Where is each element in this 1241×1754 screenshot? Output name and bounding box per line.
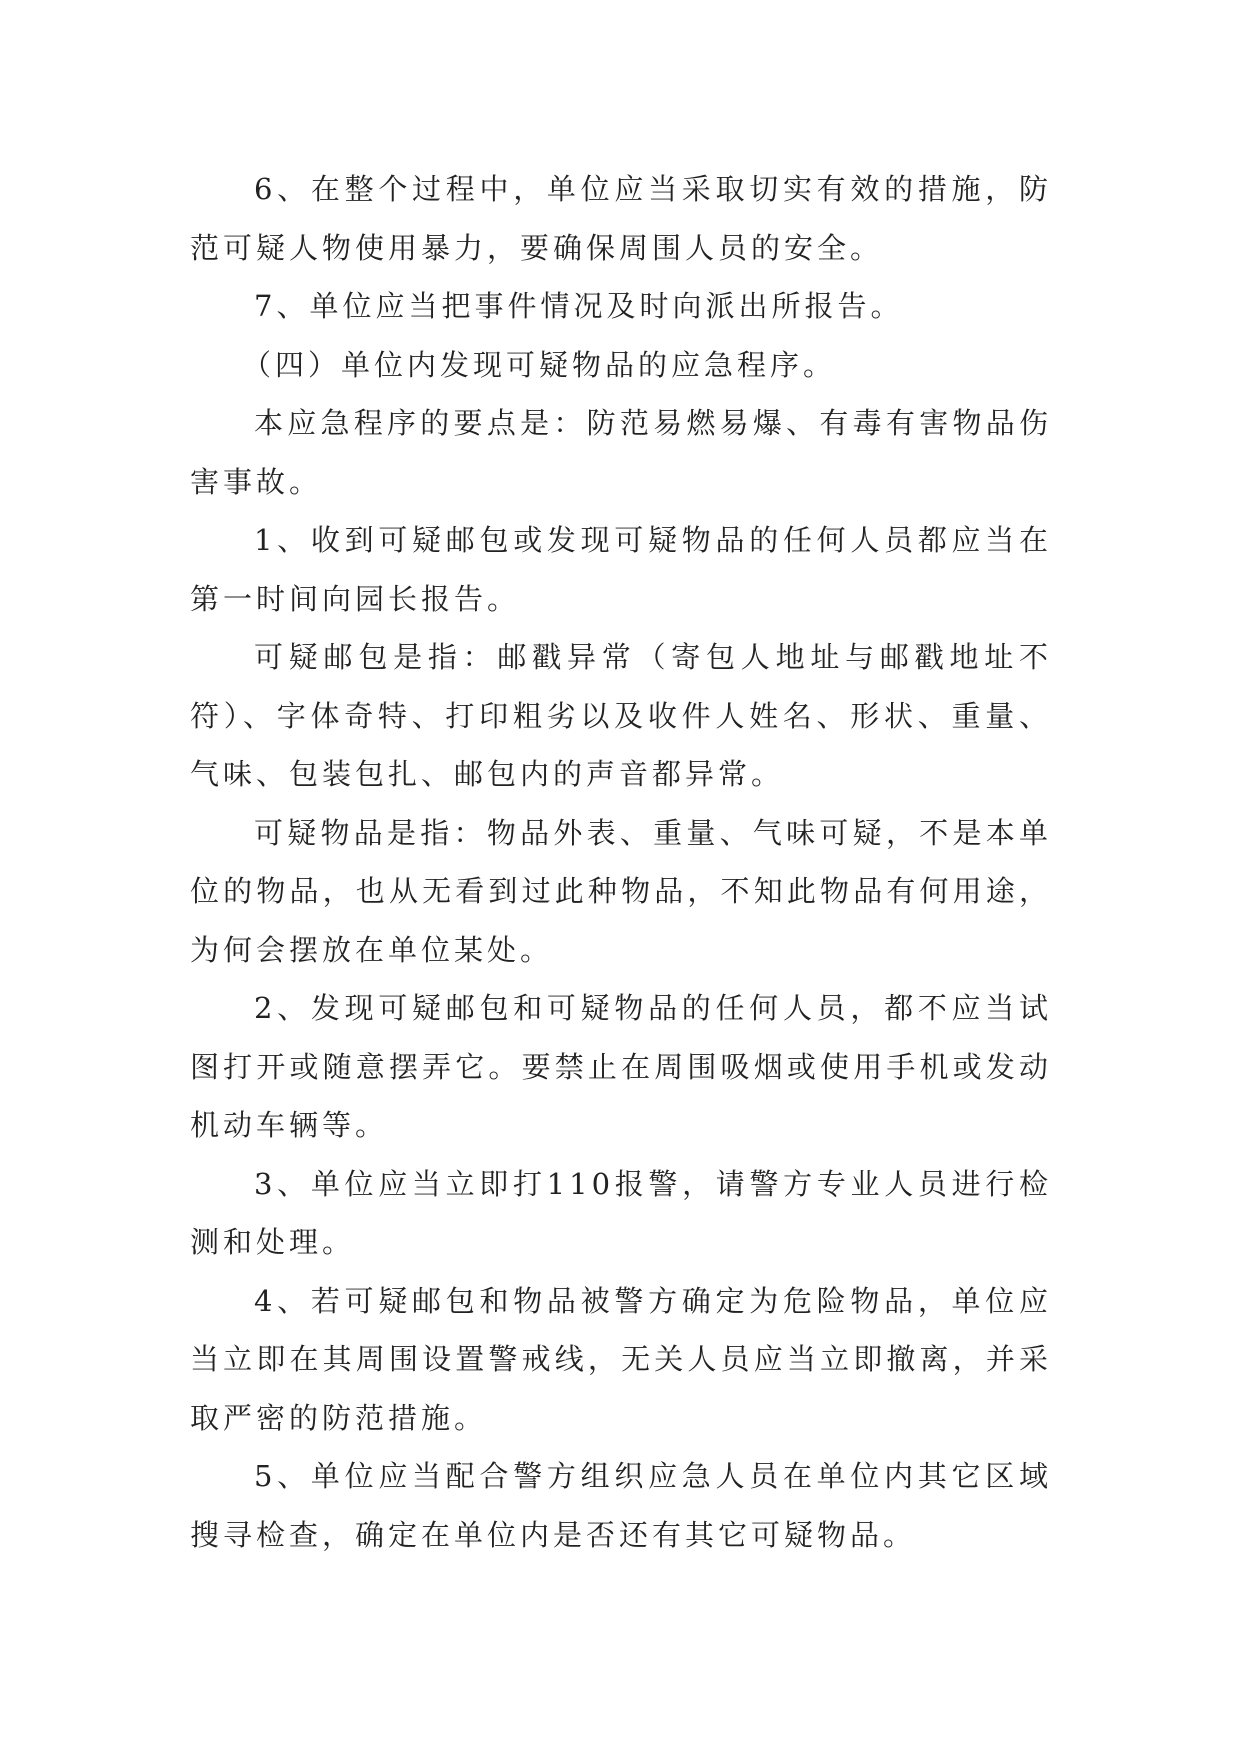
paragraph-key-points: 本应急程序的要点是：防范易燃易爆、有毒有害物品伤害事故。 bbox=[190, 406, 1052, 499]
paragraph-step-4: 4、若可疑邮包和物品被警方确定为危险物品，单位应当立即在其周围设置警戒线，无关人员应当立即撤离，并采取严密的防范措施。 bbox=[190, 1283, 1052, 1435]
document-body bbox=[190, 160, 1052, 1564]
paragraph-step-5: 5、单位应当配合警方组织应急人员在单位内其它区域搜寻检查，确定在单位内是否还有其它可疑物品。 bbox=[190, 1459, 1052, 1552]
paragraph-step-1: 1、收到可疑邮包或发现可疑物品的任何人员都应当在第一时间向园长报告。 bbox=[190, 523, 1052, 616]
paragraph-step-6: 6、在整个过程中，单位应当采取切实有效的措施，防范可疑人物使用暴力，要确保周围人员的安全。 bbox=[190, 172, 1052, 265]
paragraph-suspicious-item-definition: 可疑物品是指：物品外表、重量、气味可疑，不是本单位的物品，也从无看到过此种物品，不知此物品有何用途，为何会摆放在单位某处。 bbox=[190, 815, 1052, 967]
paragraph-step-7: 7、单位应当把事件情况及时向派出所报告。 bbox=[254, 289, 904, 323]
section-heading-4: （四）单位内发现可疑物品的应急程序。 bbox=[242, 347, 837, 382]
paragraph-step-3: 3、单位应当立即打110报警，请警方专业人员进行检测和处理。 bbox=[190, 1166, 1052, 1259]
paragraph-suspicious-package-definition: 可疑邮包是指：邮戳异常（寄包人地址与邮戳地址不符）、字体奇特、打印粗劣以及收件人姓名、形状、重量、气味、包装包扎、邮包内的声音都异常。 bbox=[190, 640, 1052, 791]
paragraph-step-2: 2、发现可疑邮包和可疑物品的任何人员，都不应当试图打开或随意摆弄它。要禁止在周围吸烟或使用手机或发动机动车辆等。 bbox=[190, 991, 1052, 1142]
